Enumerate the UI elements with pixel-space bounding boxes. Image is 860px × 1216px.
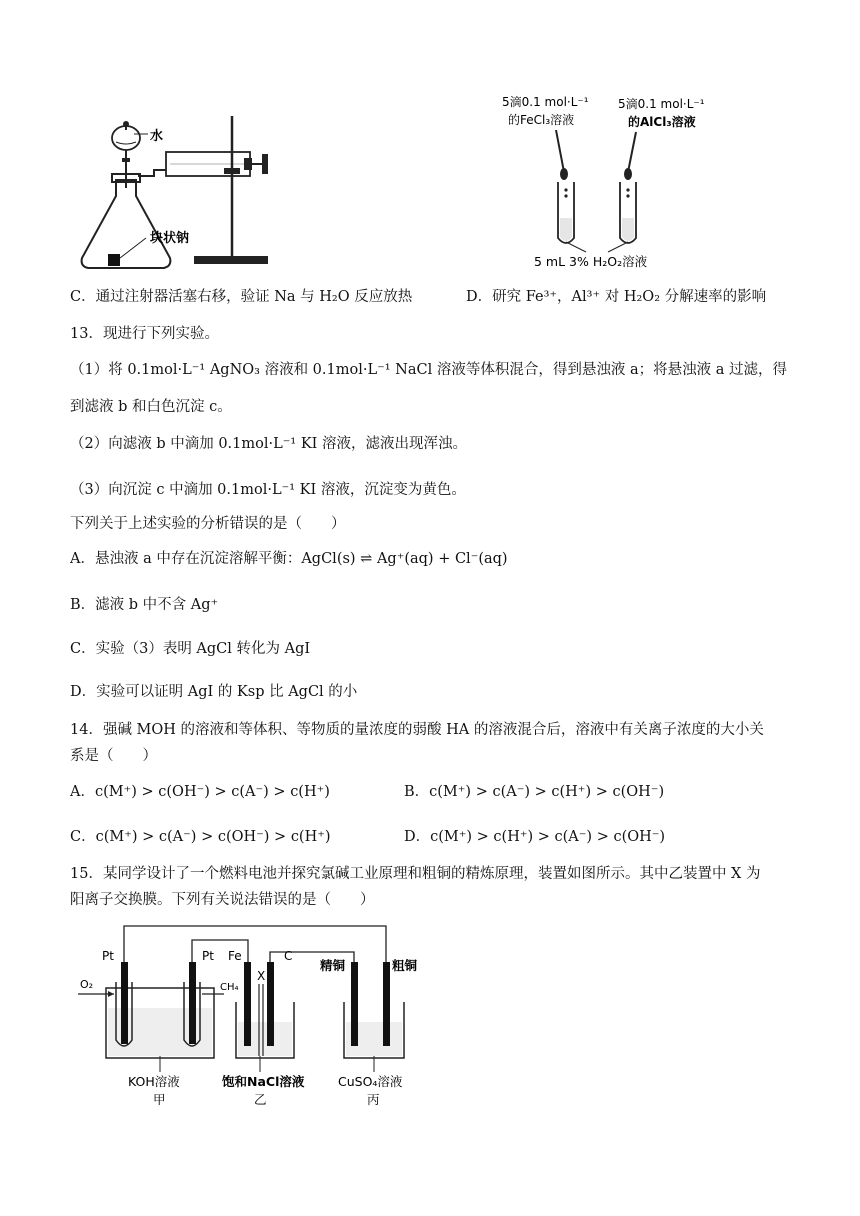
q14-option-b: B．c(M⁺) > c(A⁻) > c(H⁺) > c(OH⁻) (404, 784, 665, 800)
q13-step2: （2）向滤液 b 中滴加 0.1mol·L⁻¹ KI 溶液，滤液出现浑浊。 (70, 436, 467, 452)
label-sodium: 块状钠 (150, 231, 190, 246)
label-koh: KOH溶液 (128, 1074, 180, 1089)
q13-step3: （3）向沉淀 c 中滴加 0.1mol·L⁻¹ KI 溶液，沉淀变为黄色。 (70, 482, 466, 498)
label-bing: 丙 (367, 1092, 380, 1107)
label-h2o2: 5 mL 3% H₂O₂溶液 (534, 254, 648, 269)
label-c: C (284, 949, 293, 963)
q14-stem-line2: 系是（ ） (70, 748, 157, 764)
label-o2: O₂ (80, 978, 94, 991)
q13-option-c: C．实验（3）表明 AgCl 转化为 AgI (70, 641, 311, 657)
label-ch4: CH₄ (220, 982, 239, 993)
label-yi: 乙 (254, 1092, 267, 1107)
q15-stem-line2: 阳离子交换膜。下列有关说法错误的是（ ） (70, 892, 375, 908)
q12-option-c: C．通过注射器活塞右移，验证 Na 与 H₂O 反应放热 (70, 289, 413, 305)
label-fecl3-line2: 的FeCl₃溶液 (508, 113, 575, 127)
q14-option-d: D．c(M⁺) > c(H⁺) > c(A⁻) > c(OH⁻) (404, 829, 666, 845)
figure-sodium-water-apparatus (74, 108, 274, 276)
label-cuso4: CuSO₄溶液 (338, 1074, 403, 1089)
label-jia: 甲 (153, 1092, 166, 1107)
q13-question: 下列关于上述实验的分析错误的是（ ） (70, 516, 346, 532)
label-alcl3-line1: 5滴0.1 mol·L⁻¹ (618, 97, 705, 111)
label-pt-left: Pt (102, 949, 114, 963)
q14-option-c: C．c(M⁺) > c(A⁻) > c(OH⁻) > c(H⁺) (70, 829, 331, 845)
q14-option-a: A．c(M⁺) > c(OH⁻) > c(A⁻) > c(H⁺) (70, 784, 330, 800)
q13-option-d: D．实验可以证明 AgI 的 Ksp 比 AgCl 的小 (70, 684, 358, 700)
q13-step1-line2: 到滤液 b 和白色沉淀 c。 (70, 399, 232, 415)
label-water: 水 (150, 129, 164, 144)
label-fe: Fe (228, 949, 242, 963)
label-crude-copper: 粗铜 (392, 958, 418, 973)
q13-stem: 13．现进行下列实验。 (70, 326, 219, 342)
q15-stem-line1: 15．某同学设计了一个燃料电池并探究氯碱工业原理和粗铜的精炼原理，装置如图所示。其中乙装置中 X 为 (70, 866, 761, 882)
label-fecl3-line1: 5滴0.1 mol·L⁻¹ (502, 95, 589, 109)
figure-test-tubes (496, 90, 726, 272)
label-pt-right: Pt (202, 949, 214, 963)
q13-step1-line1: （1）将 0.1mol·L⁻¹ AgNO₃ 溶液和 0.1mol·L⁻¹ NaCl 溶液等体积混合，得到悬浊液 a；将悬浊液 a 过滤，得 (70, 362, 787, 378)
q12-option-d: D．研究 Fe³⁺，Al³⁺ 对 H₂O₂ 分解速率的影响 (466, 289, 767, 305)
label-nacl: 饱和NaCl溶液 (222, 1074, 305, 1089)
label-alcl3-line2: 的AlCl₃溶液 (628, 115, 696, 129)
figure-electrolysis-apparatus (74, 922, 420, 1110)
q13-option-b: B．滤液 b 中不含 Ag⁺ (70, 597, 219, 613)
label-fine-copper: 精铜 (320, 958, 346, 973)
q14-stem-line1: 14．强碱 MOH 的溶液和等体积、等物质的量浓度的弱酸 HA 的溶液混合后，溶液中有关离子浓度的大小关 (70, 722, 764, 738)
q13-option-a: A．悬浊液 a 中存在沉淀溶解平衡：AgCl(s) ⇌ Ag⁺(aq) + Cl⁻(aq) (70, 551, 508, 567)
label-x: X (257, 969, 266, 983)
